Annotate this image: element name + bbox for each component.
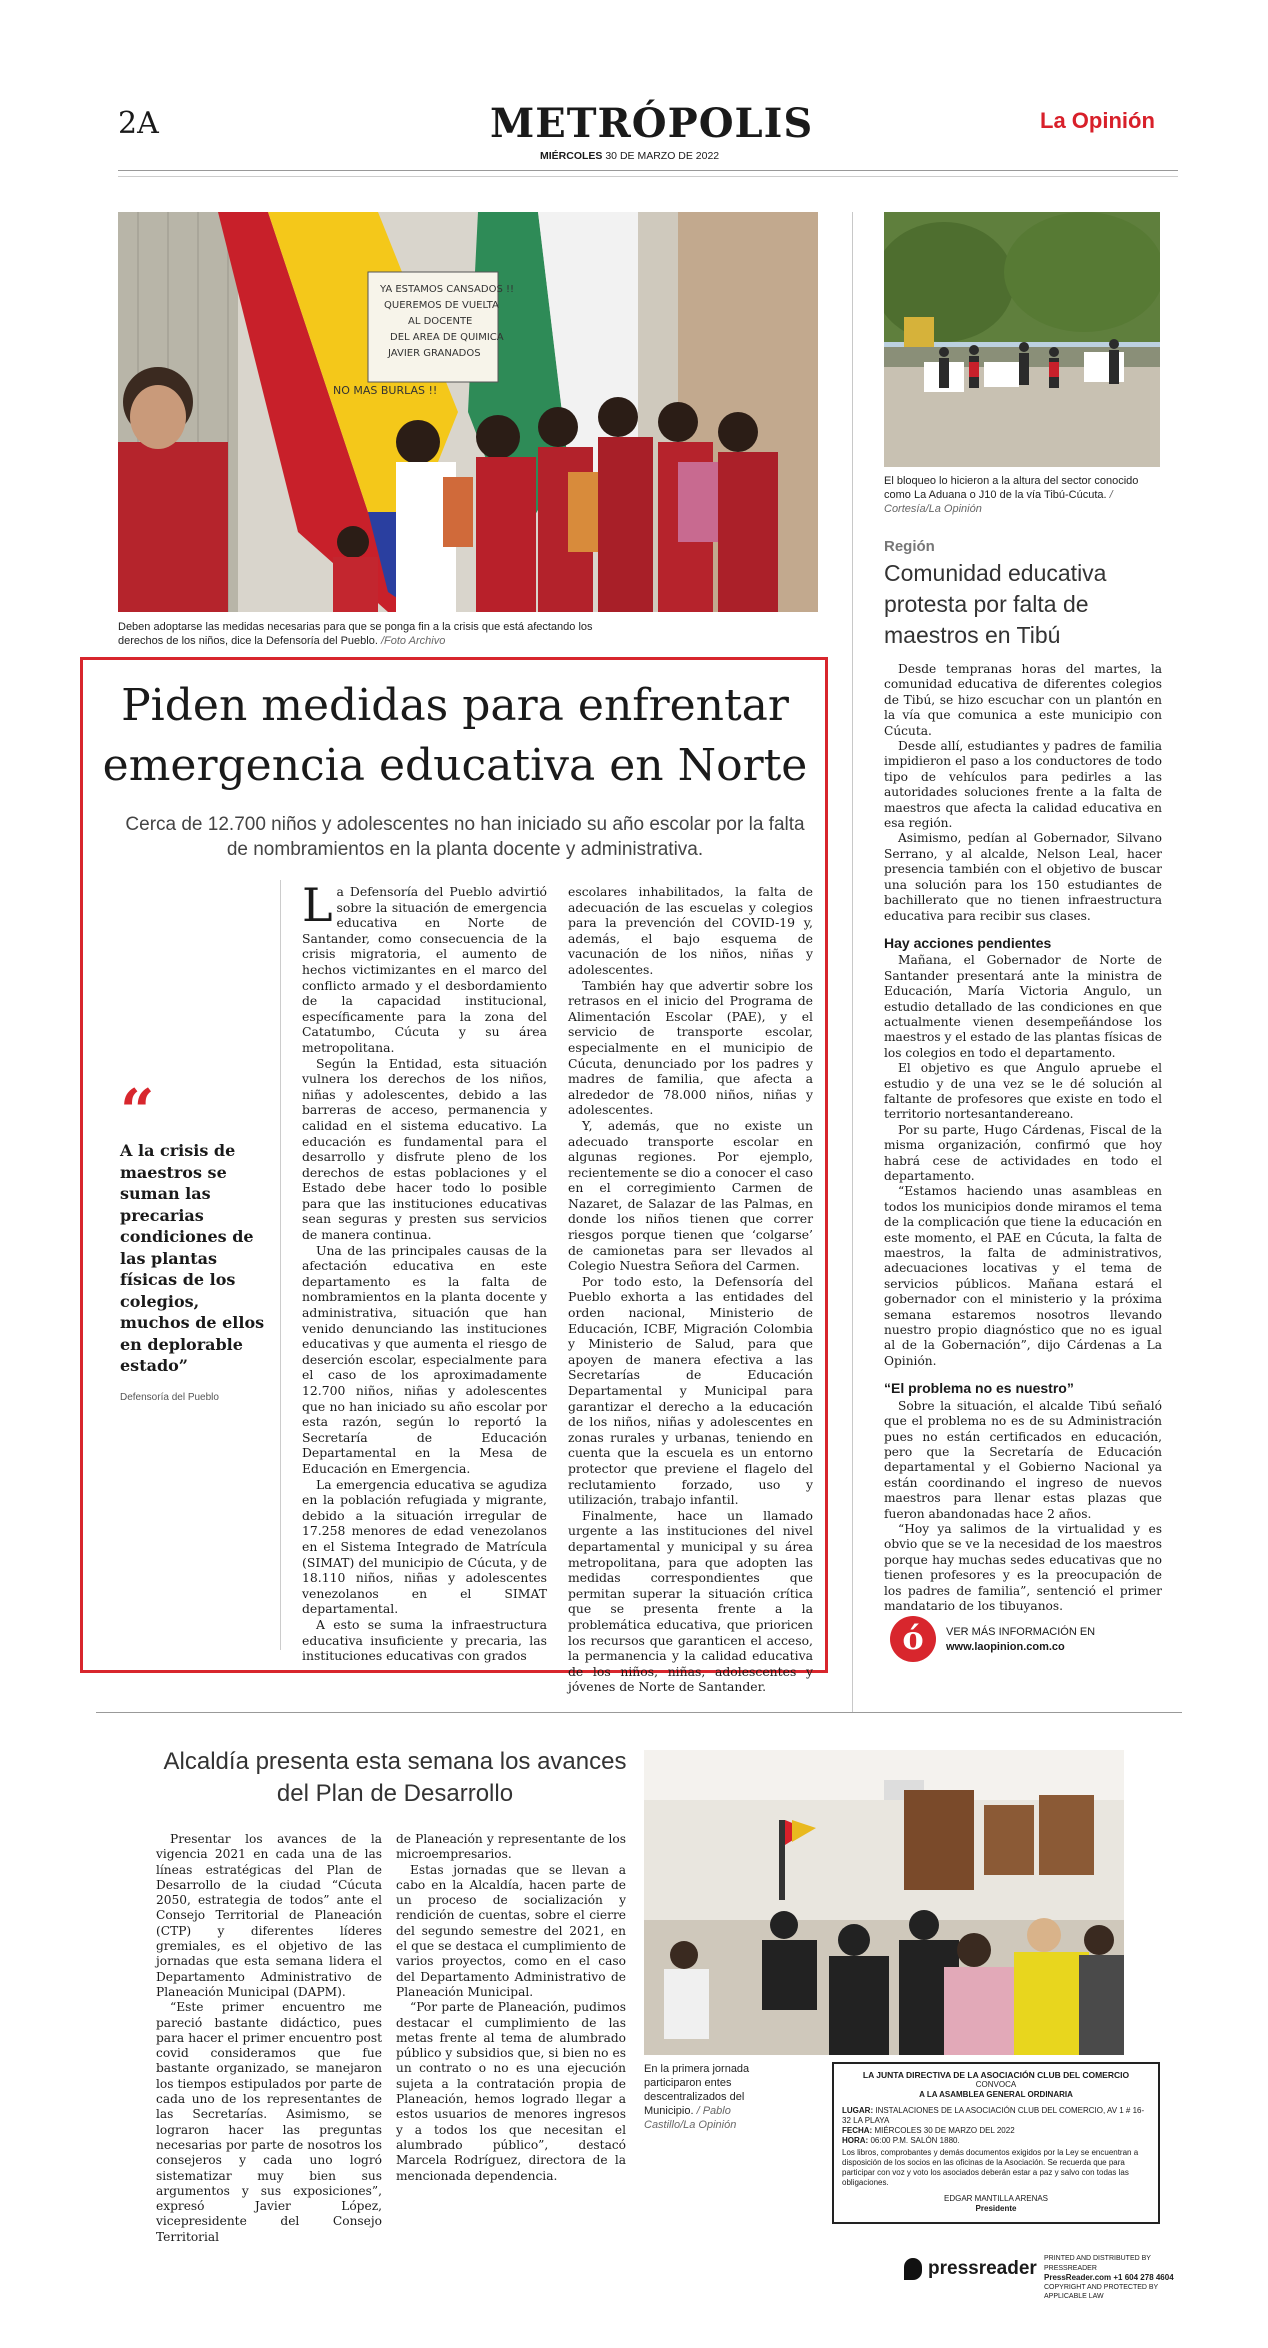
paragraph: Desde tempranas horas del martes, la comunidad educativa de diferentes colegios de Tibú, se hizo escuchar con un plantón en la vía que comunica a este municipio con Cúcuta. [884, 662, 1162, 738]
column-divider [852, 212, 853, 1712]
pressreader-brand: pressreader [928, 2258, 1037, 2279]
paragraph: A esto se suma la infraestructura educativa insuficiente y precaria, las instituciones educativas con grados [302, 1616, 547, 1664]
svg-text:NO MAS BURLAS !!: NO MAS BURLAS !! [333, 384, 438, 397]
notice-time-value: 06:00 P.M. SALÓN 1880. [870, 2136, 960, 2145]
notice-body: Los libros, comprobantes y demás documentos exigidos por la Ley se encuentran a disposición de los socios en las oficinas de la Asociación. Se recuerda que para participar con voz y voto los asociados deberán estar a paz y salvo con todas las obligaciones. [842, 2148, 1139, 2187]
paragraph: “Por parte de Planeación, pudimos destacar el cumplimiento de las metas frente al tema de alumbrado público y subsidios que, si bien no es un contrato o no es una ejecución sujeta a la contratación propia de Planeación, hemos logrado llegar a estos usuarios de menores ingresos y a todos los que necesitan el alumbrado público”, destacó Marcela Rodríguez, directora de la mencionada dependencia. [396, 2000, 626, 2183]
paragraph: También hay que advertir sobre los retrasos en el inicio del Programa de Alimentación Escolar (PAE), y el servicio de transporte escolar, especialmente en el municipio de Cúcuta, denunciado por los padres y madres de familia, que afecta a alrededor de 78.000 niños, niñas y adolescentes. [568, 977, 813, 1118]
footer-line-3: COPYRIGHT AND PROTECTED BY APPLICABLE LAW [1044, 2283, 1159, 2300]
side-photo-credit: / Cortesía/La Opinión [884, 489, 1113, 515]
more-info[interactable] [890, 1614, 1160, 1664]
notice-date [842, 2126, 1150, 2136]
paragraph: Sobre la situación, el alcalde Tibú señaló que el problema no es de su Administración pues no están certificados en educación, pero que la Secretaría de Educación departamental y el Gobierno Nacional ya están coordinando el ingreso de nuevos maestros para llenar estas plazas que fueron abandonadas hace 2 años. [884, 1398, 1162, 1521]
paragraph: Asimismo, pedían al Gobernador, Silvano Serrano, y al alcalde, Nelson Leal, hacer presencia también con el objetivo de buscar una solución para los 150 estudiantes de bachillerato que no tienen infraestructura educativa para recibir sus clases. [884, 831, 1162, 923]
main-story-column-2 [568, 884, 813, 1695]
paragraph: “Hoy ya salimos de la virtualidad y es obvio que se ve la necesidad de los maestros porque hay muchas sedes educativas que no tienen profesores y es la preocupación de los padres de familia”, sentenció el primer mandatario de los tibuyanos. [884, 1521, 1162, 1613]
top-photo [118, 212, 818, 612]
footer-line-1: PRINTED AND DISTRIBUTED BY PRESSREADER [1044, 2255, 1151, 2272]
svg-text:DEL AREA DE QUIMICA: DEL AREA DE QUIMICA [390, 332, 504, 343]
header-rule-2 [118, 176, 1178, 177]
main-story-title: Piden medidas para enfrentar emergencia educativa en Norte [102, 680, 808, 791]
side-story-kicker: Región [884, 538, 935, 555]
paragraph: Una de las principales causas de la afectación educativa en este departamento es la falta de nombramientos en la planta docente y administrativa, situación que han venido denunciando las instituciones educativas y que aumenta el riesgo de deserción escolar, especialmente para el caso de los aproximadamente 12.700 niños, niñas y adolescentes que no han iniciado su año escolar por esta razón, según lo reportó la Secretaría de Educación Departamental en la Mesa de Educación en Emergencia. [302, 1242, 547, 1476]
notice-date-label: FECHA: [842, 2126, 873, 2135]
notice-place [842, 2106, 1150, 2126]
notice-convoca: CONVOCA [975, 2080, 1017, 2089]
side-photo-caption [884, 474, 1160, 516]
more-info-label: VER MÁS INFORMACIÓN EN [946, 1626, 1096, 1638]
paragraph: “Estamos haciendo unas asambleas en todos los municipios donde miramos el tema de la complicación que tiene la educación en este momento, el PAE en Cúcuta, la falta de maestros, la falta de administrativos, adecuaciones locativas y el tema de servicios públicos. Mañana estará el gobernador con el ministerio y la próxima semana estaremos nosotros llevando nuestro propio diagnóstico que no es igual al de la Gobernación”, dijo Cárdenas a La Opinión. [884, 1184, 1162, 1368]
bottom-photo-caption [644, 2062, 772, 2132]
la-opinion-logo-icon: ó [890, 1616, 936, 1662]
paragraph: Según la Entidad, esta situación vulnera los derechos de los niños, niñas y adolescentes, debido a las barreras de acceso, permanencia y calidad en el sistema educativo. La educación es fundamental para el desarrollo y disfrute pleno de los derechos de estas poblaciones y el Estado debe hacer todo lo posible para que las instituciones educativas sean seguras y presten sus servicios de manera continua. [302, 1055, 547, 1243]
notice-date-value: MIÉRCOLES 30 DE MARZO DEL 2022 [874, 2126, 1015, 2135]
more-info-url[interactable]: www.laopinion.com.co [946, 1641, 1065, 1653]
notice-time-label: HORA: [842, 2136, 869, 2145]
paragraph: Mañana, el Gobernador de Norte de Santander presentará ante la ministra de Educación, María Victoria Angulo, un estudio detallado de las condiciones en que actualmente vienen desempeñándose los maestros y el estado de las plantas físicas de los colegios en todo el departamento. [884, 953, 1162, 1060]
date-weekday: MIÉRCOLES [540, 150, 603, 162]
date-text: 30 DE MARZO DE 2022 [605, 150, 720, 162]
paragraph: Desde allí, estudiantes y padres de familia impidieron el paso a los conductores de todo tipo de vehículos para pedirles a las autoridades soluciones frente a la falta de maestros que afecta la calidad educativa en esa región. [884, 739, 1162, 831]
pressreader-footer [904, 2254, 1202, 2300]
footer-line-2: PressReader.com +1 604 278 4604 [1044, 2273, 1174, 2282]
section-rule [96, 1712, 1182, 1713]
top-photo-credit: /Foto Archivo [380, 635, 446, 647]
students-protest-photo [118, 212, 818, 612]
notice-signer-title: Presidente [975, 2204, 1017, 2213]
paragraph: Presentar los avances de la vigencia 2021 en cada una de las líneas estratégicas del Plan de Desarrollo de la ciudad “Cúcuta 2050, estrategia de todos” ante el Consejo Territorial de Planeación (CTP) y diferentes líderes gremiales, es el objetivo de las jornadas que esta semana lidera el Departamento Administrativo de Planeación Municipal (DAPM). [156, 1832, 382, 1999]
paragraph: a Defensoría del Pueblo advirtió sobre la situación de emergencia educativa en Norte de Santander, como consecuencia de la crisis migratoria, el aumento de hechos victimizantes en el marco del conflicto armado y el desbordamiento de la capacidad institucional, específicamente para la zona del Catatumbo, Cúcuta y su área metropolitana. [302, 884, 547, 1055]
svg-text:AL DOCENTE: AL DOCENTE [408, 316, 473, 327]
paragraph: “Este primer encuentro me pareció bastante didáctico, pues para hacer el primer encuentro post covid consideramos que fue bastante organizado, se manejaron los tiempos estipulados por parte de cada uno de los representantes de las Secretarías. Asimismo, se lograron hacer las preguntas necesarias por parte de nosotros los consejeros y cada uno logró sistematizar muy bien sus argumentos y sus exposiciones”, expresó Javier López, vicepresidente del Consejo Territorial [156, 2000, 382, 2244]
dropcap: L [302, 878, 333, 932]
paragraph: El objetivo es que Angulo apruebe el estudio y de una vez se le dé solución al faltante de profesores que existe en todo el territorio nortesantandereano. [884, 1061, 1162, 1122]
svg-text:JAVIER GRANADOS: JAVIER GRANADOS [388, 348, 481, 359]
paragraph: La emergencia educativa se agudiza en la población refugiada y migrante, debido a la situación irregular de 17.258 menores de edad venezolanos en el Sistema Integrado de Matrícula (SIMAT) del municipio de Cúcuta, y de 18.110 niños, niñas y adolescentes venezolanos en el SIMAT departamental. [302, 1476, 547, 1617]
side-story-title: Comunidad educativa protesta por falta de maestros en Tibú [884, 560, 1107, 648]
header-rule [118, 170, 1178, 171]
pull-quote-source: Defensoría del Pueblo [120, 1392, 219, 1403]
newspaper-logo: La Opinión [1040, 108, 1155, 133]
side-photo [884, 212, 1160, 467]
svg-text:YA ESTAMOS CANSADOS !!: YA ESTAMOS CANSADOS !! [380, 284, 515, 295]
pull-quote: A la crisis de maestros se suman las precarias condiciones de las plantas físicas de los colegios, muchos de ellos en deplorable estado” [120, 1141, 265, 1375]
side-subhead-1: Hay acciones pendientes [884, 934, 1052, 951]
main-story-column-1 [302, 878, 547, 1664]
main-story-subtitle: Cerca de 12.700 niños y adolescentes no han iniciado su año escolar por la falta de nombramientos en la planta docente y administrativa. [125, 814, 805, 860]
quote-mark: “ [120, 1077, 155, 1147]
notice-place-label: LUGAR: [842, 2106, 874, 2115]
paragraph: escolares inhabilitados, la falta de adecuación de las escuelas y colegios para la prevención del COVID-19 y, además, el bajo esquema de vacunación de los niños, niñas y adolescentes. [568, 884, 813, 977]
notice-assembly: A LA ASAMBLEA GENERAL ORDINARIA [919, 2090, 1073, 2099]
paragraph: de Planeación y representante de los microempresarios. [396, 1832, 626, 1862]
paragraph: Estas jornadas que se llevan a cabo en la Alcaldía, hacen parte de un proceso de socialización y rendición de cuentas, sobre el cierre del segundo semestre del 2021, en el que se destaca el cumplimiento de varios proyectos, como en el caso del Departamento Administrativo de Planeación Municipal. [396, 1862, 626, 1999]
bottom-photo-credit: / Pablo Castillo/La Opinión [644, 2105, 737, 2131]
bottom-photo-caption-text: En la primera jornada participaron entes descentralizados del Municipio. [644, 2063, 750, 2117]
svg-text:QUEREMOS DE VUELTA: QUEREMOS DE VUELTA [384, 300, 499, 311]
paragraph: Por todo esto, la Defensoría del Pueblo exhorta a las entidades del orden nacional, Ministerio de Educación, ICBF, Migración Colombia y Ministerio de Salud, para que apoyen de manera efectiva a las Secretarías de Educación Departamental y Municipal para garantizar el derecho a la educación de los niños, niñas y adolescentes en zonas rurales y urbanas, teniendo en cuenta que la escuela es un entorno protector que previene el flagelo del reclutamiento forzado, uso y utilización, trabajo infantil. [568, 1273, 813, 1508]
page-number: 2A [118, 106, 159, 141]
paragraph: Por su parte, Hugo Cárdenas, Fiscal de la misma organización, confirmó que hoy habrá cese de actividades en todo el departamento. [884, 1122, 1162, 1183]
side-subhead-2: “El problema no es nuestro” [884, 1380, 1074, 1397]
paragraph: Finalmente, hace un llamado urgente a las instituciones del nivel departamental y municipal y su área metropolitana, para que adopten las medidas correspondientes que permitan superar la situación crítica que se presenta frente a la problemática educativa, que prioricen los recursos que garanticen el acceso, la permanencia y la calidad educativa de los niños, niñas, adolescentes y jóvenes de Norte de Santander. [568, 1507, 813, 1695]
side-story-body [884, 662, 1162, 1614]
issue-date [540, 150, 719, 162]
notice-heading: LA JUNTA DIRECTIVA DE LA ASOCIACIÓN CLUB DEL COMERCIO [862, 2070, 1130, 2080]
notice-time [842, 2136, 1150, 2146]
quote-divider [280, 880, 281, 1650]
assembly-notice [832, 2062, 1160, 2224]
section-title: METRÓPOLIS [490, 100, 814, 147]
bottom-story-column-2 [396, 1832, 626, 2184]
side-photo-caption-text: El bloqueo lo hicieron a la altura del sector conocido como La Aduana o J10 de la vía Tibú-Cúcuta. [884, 475, 1139, 501]
bottom-photo [644, 1750, 1124, 2055]
top-photo-caption-text: Deben adoptarse las medidas necesarias para que se ponga fin a la crisis que está afectando los derechos de los niños, dice la Defensoría del Pueblo. [118, 621, 593, 647]
notice-place-value: INSTALACIONES DE LA ASOCIACIÓN CLUB DEL COMERCIO, AV 1 # 16-32 LA PLAYA [842, 2106, 1145, 2125]
meeting-photo [644, 1750, 1124, 2055]
bottom-story-column-1 [156, 1832, 382, 2245]
road-blockade-photo [884, 212, 1160, 467]
top-photo-caption [118, 620, 638, 648]
notice-signer: EDGAR MANTILLA ARENAS [943, 2194, 1049, 2203]
bottom-story-title: Alcaldía presenta esta semana los avances del Plan de Desarrollo [163, 1748, 627, 1807]
pressreader-logo-icon [904, 2258, 922, 2280]
paragraph: Y, además, que no existe un adecuado transporte escolar en algunas regiones. Por ejemplo, recientemente se dio a conocer el caso en el corregimiento Carmen de Nazaret, de Salazar de las Palmas, en donde los niños tienen que correr riesgos porque tienen que ‘colgarse’ de camionetas para ser llevados al Colegio Nuestra Señora del Carmen. [568, 1117, 813, 1274]
